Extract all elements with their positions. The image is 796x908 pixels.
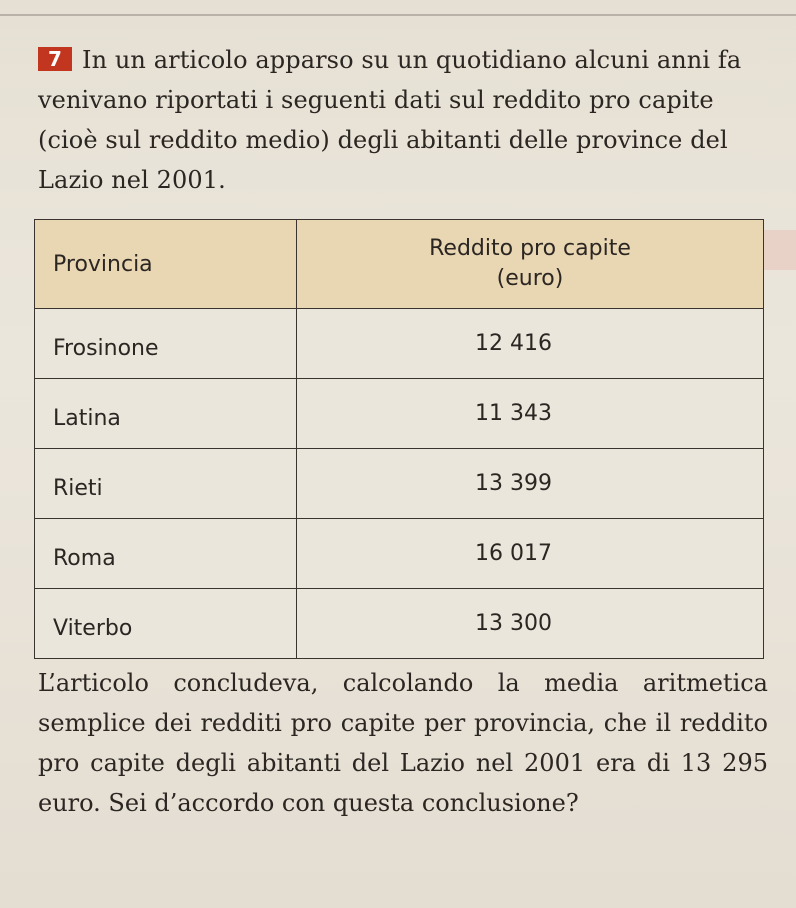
- table-row: [35, 449, 764, 519]
- province-cell: Roma: [35, 519, 297, 589]
- exercise-intro-text: In un articolo apparso su un quotidiano alcuni anni fa venivano riportati i seguenti dati sul reddito pro capite (cioè sul reddito medio) degli abitanti delle province del Lazio nel 2001.: [38, 46, 742, 194]
- income-cell: 16 017: [297, 519, 764, 589]
- header-province: Provincia: [35, 220, 297, 309]
- exercise-question: L’articolo concludeva, calcolando la media aritmetica semplice dei redditi pro capite per provincia, che il reddito pro capite degli abitanti del Lazio nel 2001 era di 13 295 euro. Sei d’accordo con questa conclusione?: [38, 669, 768, 817]
- income-cell: 12 416: [297, 309, 764, 379]
- income-cell: 13 300: [297, 589, 764, 659]
- income-cell: 13 399: [297, 449, 764, 519]
- province-cell: Frosinone: [35, 309, 297, 379]
- table-row: [35, 519, 764, 589]
- province-cell: Rieti: [35, 449, 297, 519]
- table-row: [35, 589, 764, 659]
- top-divider: [0, 14, 796, 16]
- header-income-line1: Reddito pro capite: [429, 236, 631, 261]
- income-table: [34, 219, 764, 659]
- table-header-row: [35, 220, 764, 309]
- income-cell: 11 343: [297, 379, 764, 449]
- province-cell: Latina: [35, 379, 297, 449]
- table-row: [35, 379, 764, 449]
- province-cell: Viterbo: [35, 589, 297, 659]
- table-row: [35, 309, 764, 379]
- exercise-number-badge: 7: [38, 47, 72, 71]
- header-income-line2: (euro): [496, 266, 564, 291]
- exercise-intro: [38, 40, 768, 200]
- header-income: [297, 220, 764, 309]
